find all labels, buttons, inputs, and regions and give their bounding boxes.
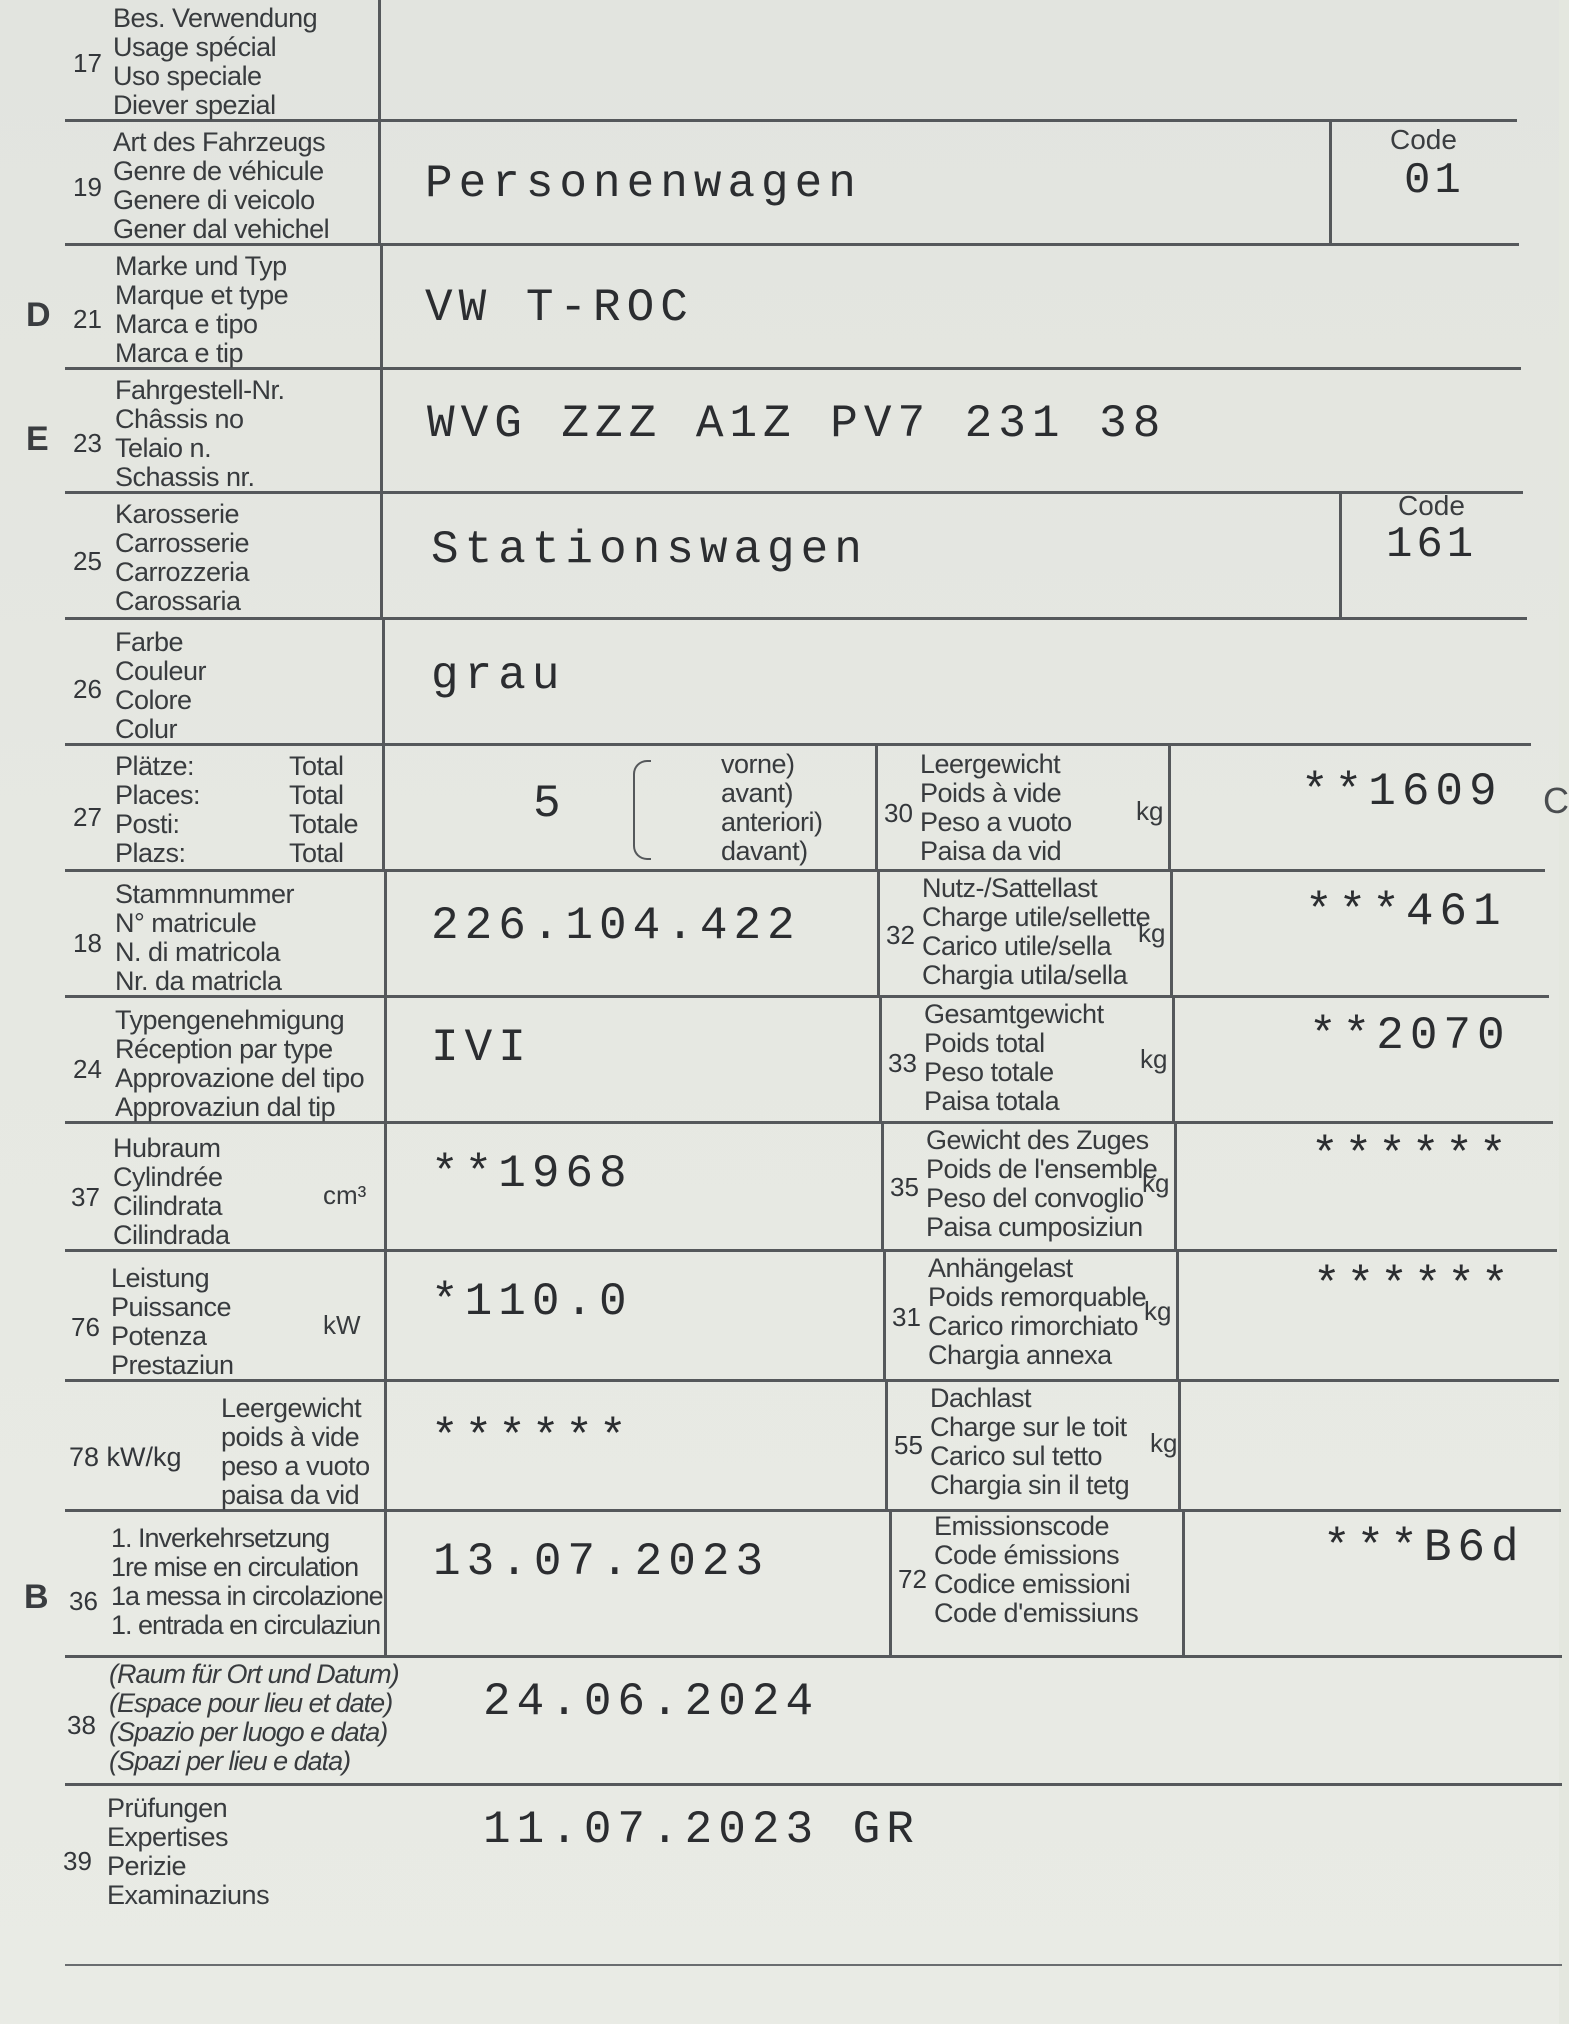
row-36-72-first-registration-emissions [65, 1512, 1562, 1658]
field-labels: Fahrgestell-Nr. Châssis no Telaio n. Schassis nr. [115, 375, 285, 492]
body-type-code: 161 [1386, 520, 1478, 570]
row-17-special-use [65, 0, 1517, 122]
field-labels: Emissionscode Code émissions Codice emissioni Code d'emissiuns [934, 1511, 1139, 1628]
field-labels: Bes. Verwendung Usage spécial Uso speciale Diever spezial [113, 3, 318, 120]
row-19-vehicle-type [65, 122, 1519, 246]
stamm-number-value: 226.104.422 [431, 900, 801, 952]
vehicle-type-code: 01 [1404, 156, 1465, 206]
body-type-value: Stationswagen [431, 524, 868, 576]
unit-cm3: cm³ [323, 1180, 367, 1210]
trailer-load-value: ****** [1313, 1260, 1515, 1312]
power-value: *110.0 [431, 1276, 633, 1328]
row-27-30-seats-empty-weight [65, 746, 1545, 872]
row-76-31-power-trailer-load [65, 1252, 1559, 1382]
field-number: 55 [894, 1430, 923, 1460]
field-labels: Nutz-/Sattellast Charge utile/sellette Carico utile/sella Chargia utila/sella [922, 873, 1151, 990]
field-labels: Prüfungen Expertises Perizie Examinaziuns [107, 1793, 270, 1910]
right-marker-c: C [1543, 780, 1569, 821]
field-labels: Marke und Typ Marque et type Marca e tipo Marca e tip [115, 251, 289, 368]
field-labels: Anhängelast Poids remorquable Carico rimorchiato Chargia annexa [928, 1253, 1147, 1370]
chassis-number-value: WVG ZZZ A1Z PV7 231 38 [427, 398, 1167, 450]
unit-kg: kg [1138, 918, 1166, 948]
field-number: 37 [71, 1182, 100, 1212]
field-labels-total: Total Total Totale Total [289, 751, 359, 868]
unit-kg: kg [1144, 1296, 1172, 1326]
field-labels: Dachlast Charge sur le toit Carico sul tetto Chargia sin il tetg [930, 1383, 1130, 1500]
row-23-chassis-number [65, 370, 1523, 494]
row-25-body-type [65, 490, 1527, 620]
field-number: 23 [73, 428, 102, 458]
field-labels: Leistung Puissance Potenza Prestaziun [111, 1263, 234, 1380]
field-number: 78 kW/kg [69, 1442, 182, 1472]
unit-kg: kg [1140, 1044, 1168, 1074]
empty-weight-value: **1609 [1301, 766, 1503, 818]
field-number: 27 [73, 802, 102, 832]
code-label: Code [1390, 124, 1457, 155]
side-marker-b: B [24, 1578, 49, 1616]
field-number: 35 [890, 1172, 919, 1202]
first-registration-value: 13.07.2023 [433, 1536, 770, 1588]
vehicle-type-value: Personenwagen [425, 158, 862, 210]
emissions-code-value: ***B6d [1323, 1522, 1525, 1574]
field-number: 76 [71, 1312, 100, 1342]
field-labels: Plätze: Places: Posti: Plazs: [115, 751, 201, 868]
field-labels: Stammnummer N° matricule N. di matricola Nr. da matricla [115, 879, 295, 996]
field-labels: Leergewicht poids à vide peso a vuoto paisa da vid [221, 1393, 370, 1510]
type-approval-value: IVI [431, 1022, 532, 1074]
side-marker-d: D [26, 296, 51, 334]
inspections-value: 11.07.2023 GR [483, 1804, 920, 1856]
field-number: 39 [63, 1846, 92, 1876]
make-model-value: VW T-ROC [425, 282, 694, 334]
seats-total-value: 5 [533, 778, 567, 830]
row-26-color [65, 620, 1531, 746]
side-marker-e: E [26, 420, 49, 458]
brace-icon [633, 760, 651, 860]
unit-kg: kg [1142, 1168, 1170, 1198]
row-24-33-type-approval-total-weight [65, 998, 1553, 1124]
field-labels: Gewicht des Zuges Poids de l'ensemble Peso del convoglio Paisa cumposiziun [926, 1125, 1158, 1242]
field-number: 38 [67, 1710, 96, 1740]
unit-kg: kg [1150, 1428, 1178, 1458]
row-21-make-model [65, 246, 1521, 370]
row-37-35-displacement-train-weight [65, 1124, 1557, 1252]
field-labels: Hubraum Cylindrée Cilindrata Cilindrada [113, 1133, 230, 1250]
field-labels: (Raum für Ort und Datum) (Espace pour lieu et date) (Spazio per luogo e data) (Spazi per lieu e data) [109, 1659, 399, 1776]
row-38-place-date [65, 1658, 1562, 1786]
unit-kg: kg [1136, 796, 1164, 826]
color-value: grau [431, 650, 566, 702]
field-number: 24 [73, 1054, 102, 1084]
train-weight-value: ****** [1311, 1130, 1513, 1182]
field-number: 19 [73, 172, 102, 202]
field-number: 26 [73, 674, 102, 704]
field-labels: Farbe Couleur Colore Colur [115, 627, 207, 744]
code-label: Code [1398, 490, 1465, 521]
power-weight-value: ****** [431, 1412, 633, 1464]
displacement-value: **1968 [431, 1148, 633, 1200]
field-labels: 1. Inverkehrsetzung 1re mise en circulation 1a messa in circolazione 1. entrada en circulaziun [111, 1523, 383, 1640]
field-labels: Art des Fahrzeugs Genre de véhicule Genere di veicolo Gener dal vehichel [113, 127, 330, 244]
field-number: 33 [888, 1048, 917, 1078]
row-39-inspections [65, 1786, 1562, 1966]
field-number: 25 [73, 546, 102, 576]
row-78-55-power-weight-roof-load [65, 1382, 1561, 1512]
row-18-32-stamm-payload [65, 872, 1549, 998]
field-number: 18 [73, 928, 102, 958]
front-seats-labels: vorne) avant) anteriori) davant) [721, 749, 823, 866]
field-labels: Leergewicht Poids à vide Peso a vuoto Paisa da vid [920, 749, 1072, 866]
field-labels: Typengenehmigung Réception par type Approvazione del tipo Approvaziun dal tip [115, 1005, 365, 1122]
field-number: 31 [892, 1302, 921, 1332]
field-labels: Karosserie Carrosserie Carrozzeria Carossaria [115, 499, 250, 616]
payload-value: ***461 [1305, 886, 1507, 938]
total-weight-value: **2070 [1309, 1010, 1511, 1062]
field-number: 36 [69, 1586, 98, 1616]
field-number: 17 [73, 48, 102, 78]
unit-kw: kW [323, 1310, 361, 1340]
field-number: 32 [886, 920, 915, 950]
field-labels: Gesamtgewicht Poids total Peso totale Paisa totala [924, 999, 1104, 1116]
field-number: 21 [73, 304, 102, 334]
place-date-value: 24.06.2024 [483, 1676, 820, 1728]
field-number: 30 [884, 798, 913, 828]
field-number: 72 [898, 1564, 927, 1594]
